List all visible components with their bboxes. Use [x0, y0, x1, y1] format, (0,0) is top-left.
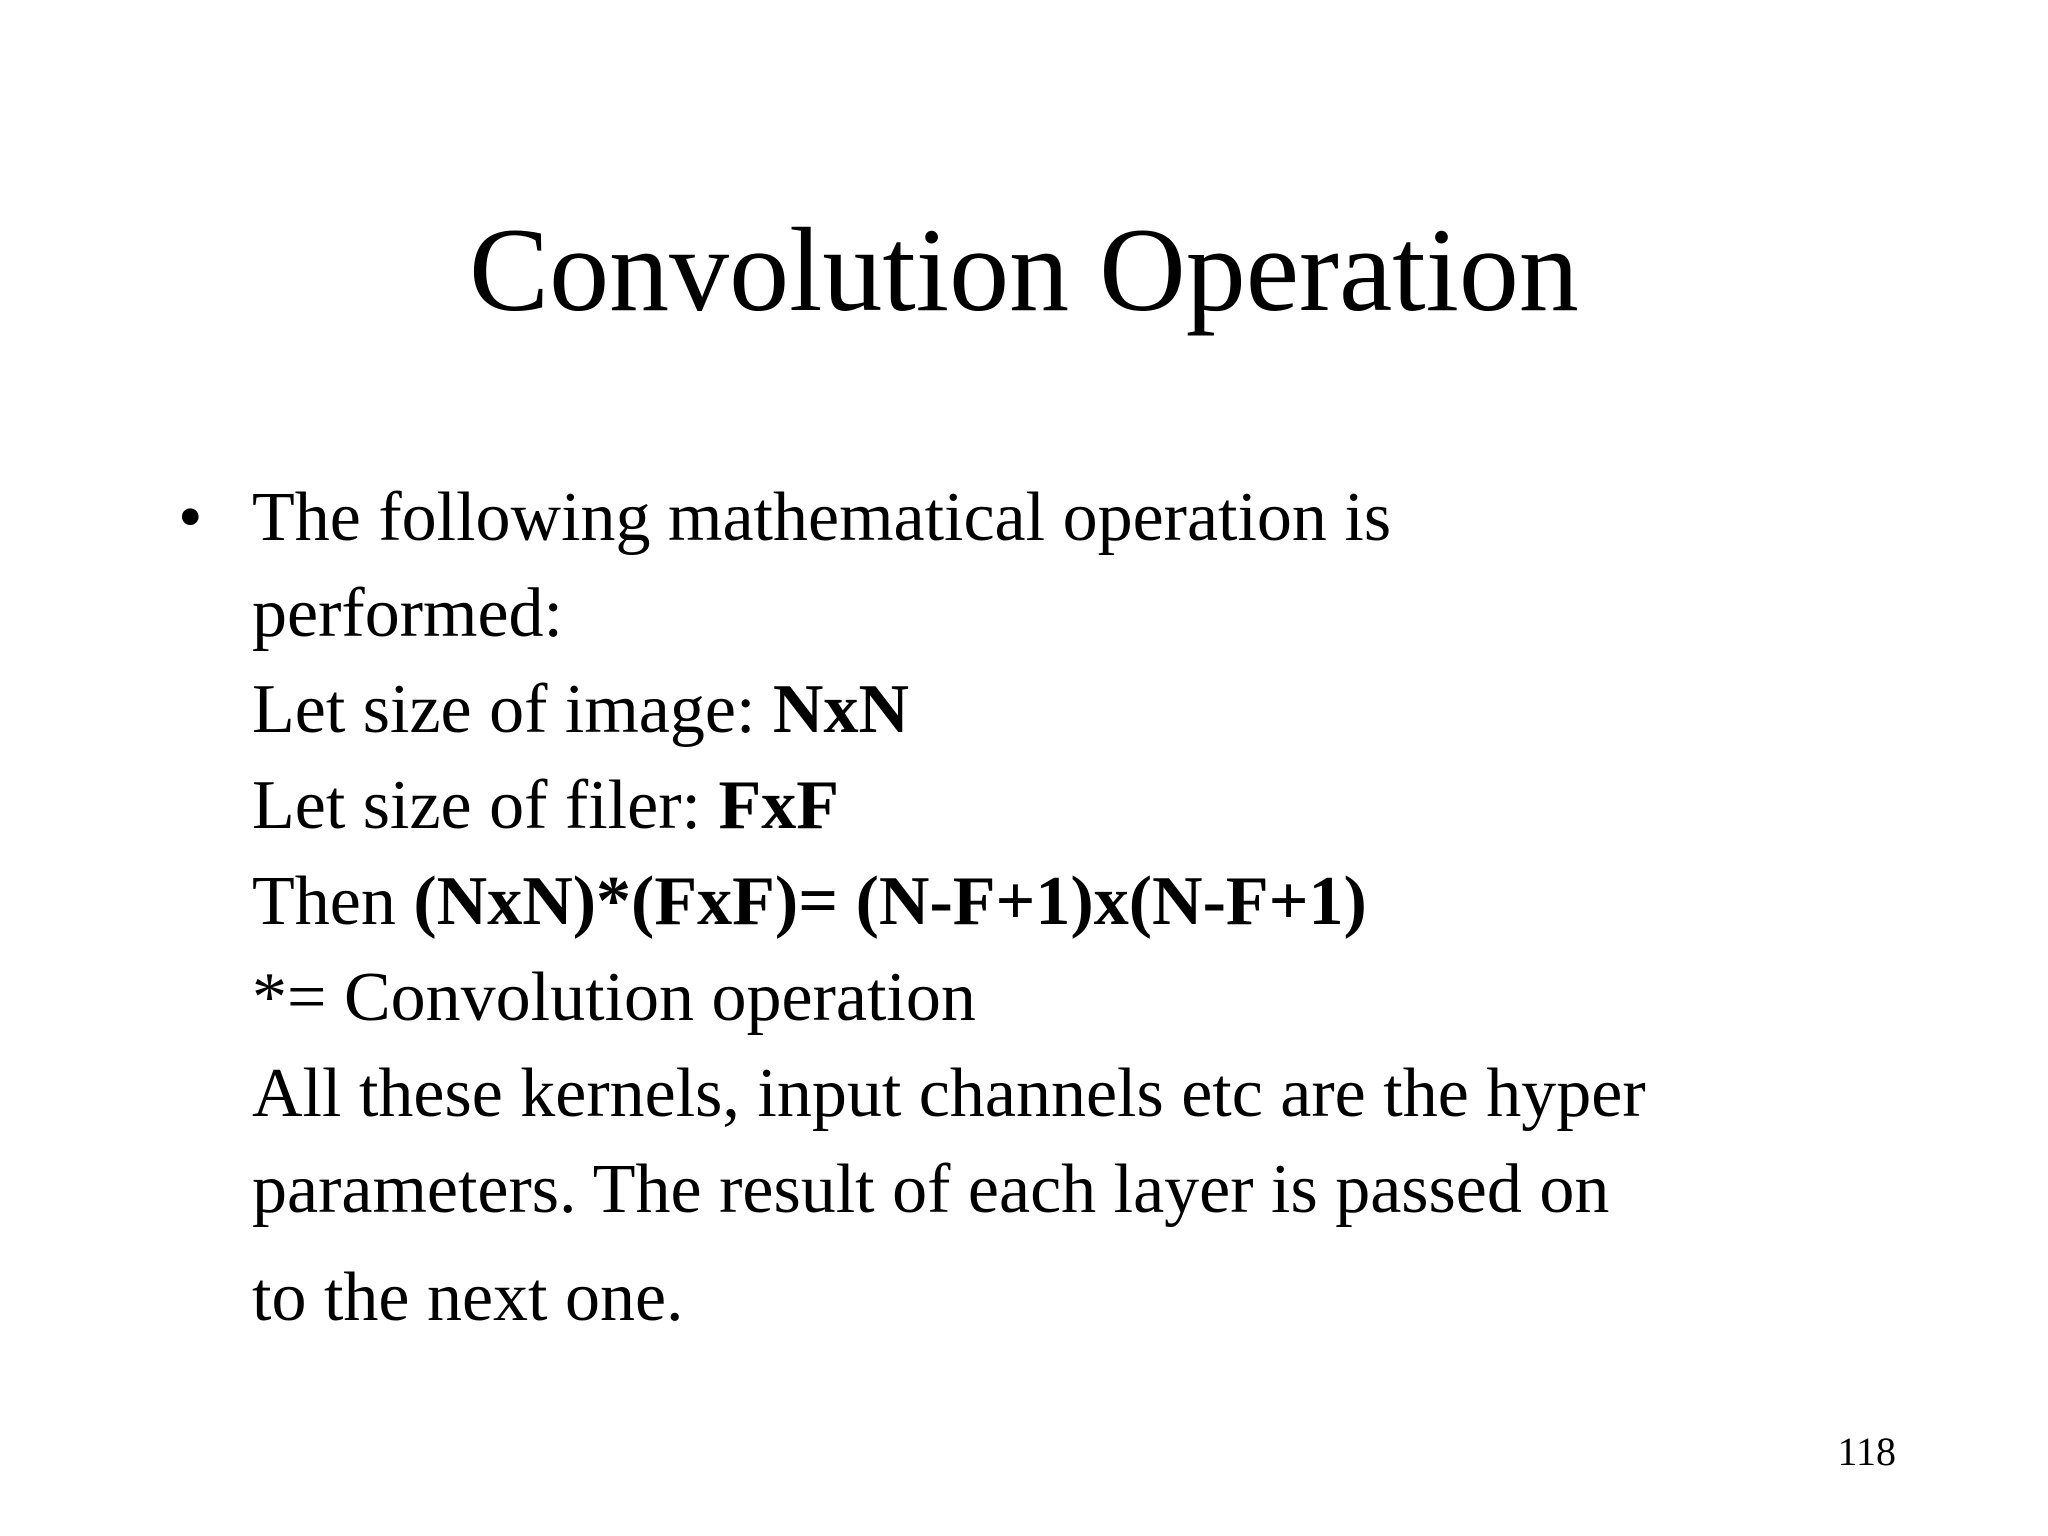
- formula-value: (NxN)*(FxF)= (N-F+1)x(N-F+1): [413, 863, 1367, 940]
- operator-definition-line: *= Convolution operation: [252, 959, 976, 1036]
- bullet-marker: •: [178, 479, 203, 556]
- body-line-8: parameters. The result of each layer is passed on: [252, 1151, 1610, 1228]
- body-line-7: All these kernels, input channels etc are the hyper: [252, 1055, 1646, 1132]
- body-line-2: performed:: [252, 575, 563, 652]
- formula-line: [252, 854, 1892, 950]
- image-size-label: Let size of image:: [252, 671, 773, 748]
- body-line-9: to the next one.: [252, 1259, 684, 1336]
- filter-size-value: FxF: [718, 767, 839, 844]
- filter-size-line: [252, 758, 1892, 854]
- slide-title: Convolution Operation: [469, 203, 1579, 336]
- formula-label: Then: [252, 863, 414, 940]
- body-line-1: The following mathematical operation is: [252, 479, 1392, 556]
- filter-size-label: Let size of filer:: [252, 767, 719, 844]
- bullet-text: [252, 470, 1892, 1346]
- page-number: 118: [1837, 1429, 1896, 1474]
- image-size-line: [252, 662, 1892, 758]
- image-size-value: NxN: [772, 671, 910, 748]
